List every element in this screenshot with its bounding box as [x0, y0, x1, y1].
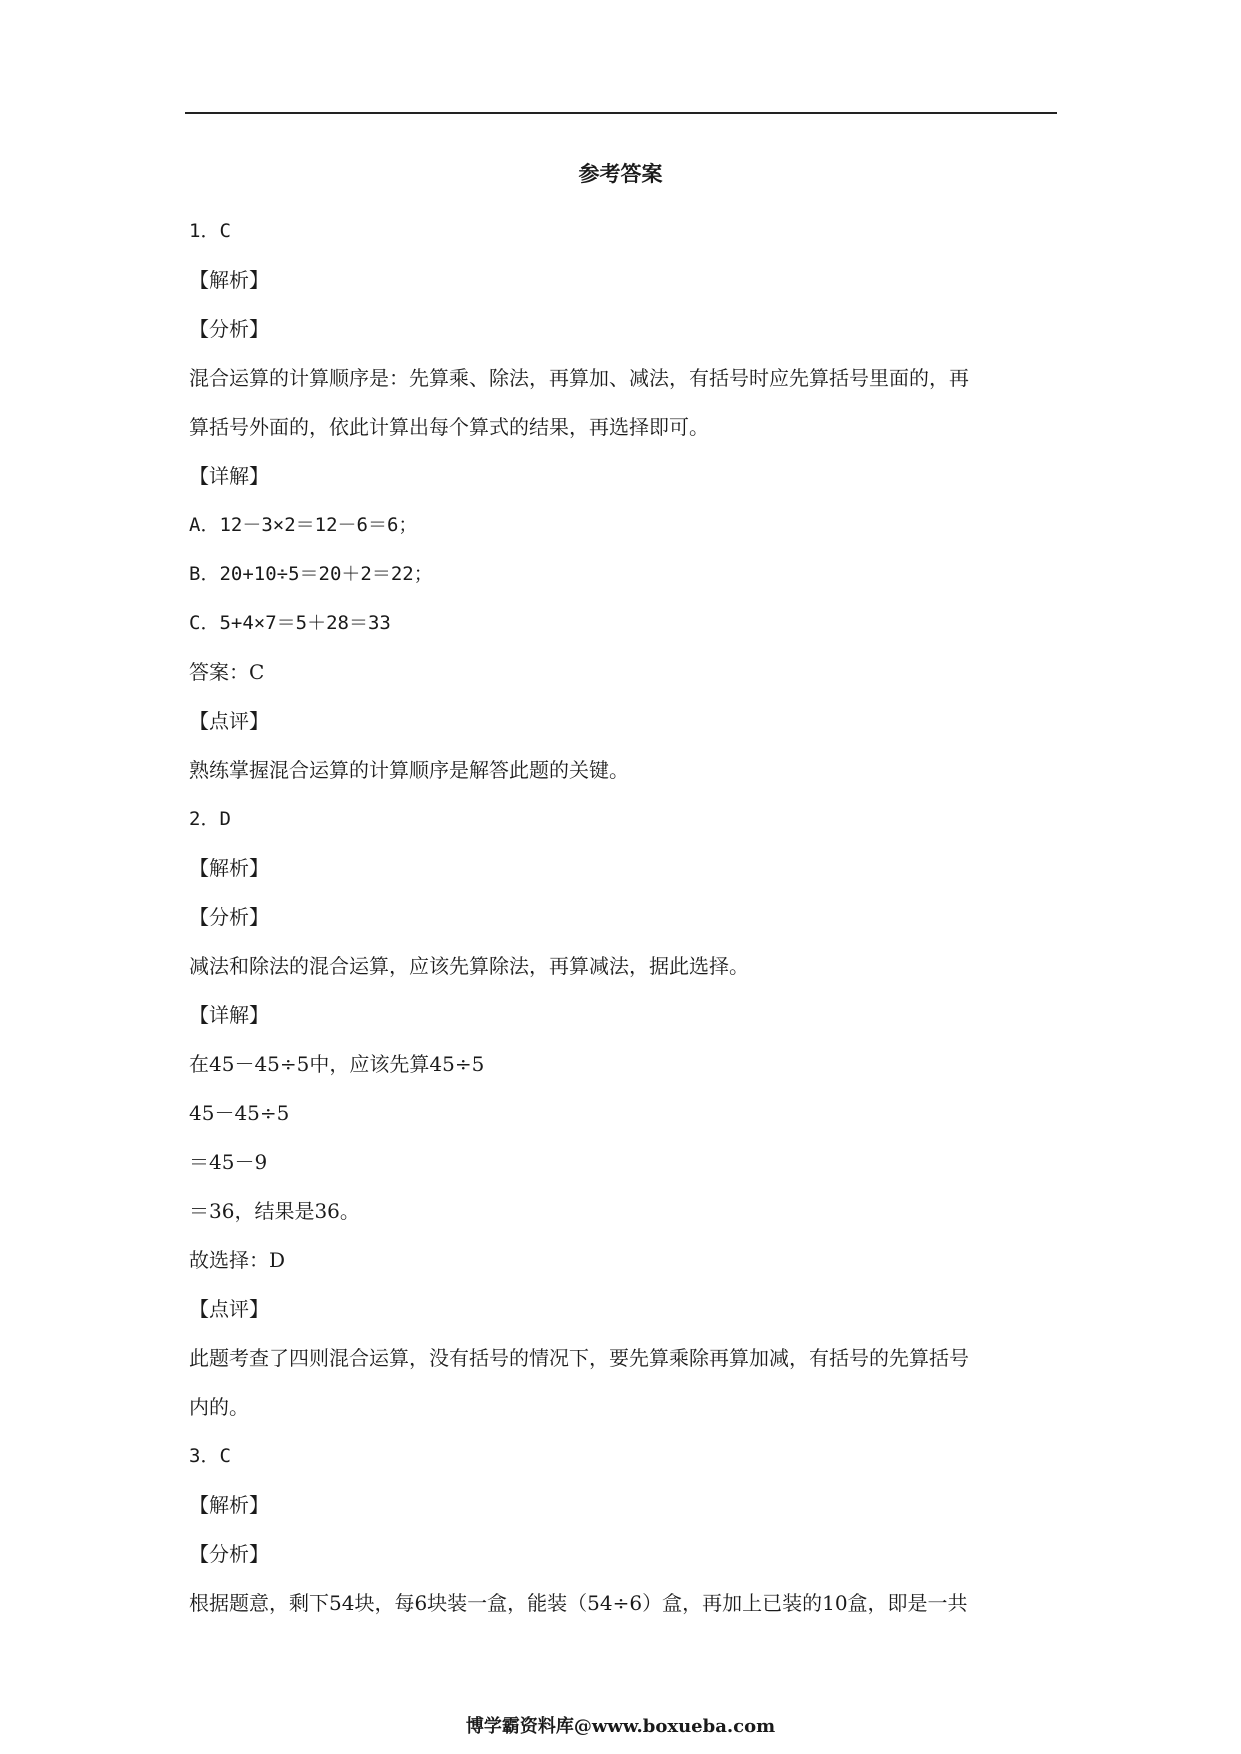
- section-tag: 【分析】: [189, 317, 269, 341]
- section-tag: 【详解】: [189, 464, 269, 488]
- section-tag: 【点评】: [189, 1297, 269, 1321]
- paragraph-line: 算括号外面的，依此计算出每个算式的结果，再选择即可。: [189, 415, 709, 439]
- paragraph-line: 减法和除法的混合运算，应该先算除法，再算减法，据此选择。: [189, 954, 749, 978]
- section-tag: 【详解】: [189, 1003, 269, 1027]
- question-number: 2．D: [189, 808, 231, 830]
- choice-line: A．12－3×2＝12－6＝6；: [189, 514, 418, 536]
- question-number: 1．C: [189, 220, 231, 242]
- section-tag: 【解析】: [189, 268, 269, 292]
- paragraph-line: 在45－45÷5中，应该先算45÷5: [189, 1052, 485, 1076]
- section-tag: 【点评】: [189, 709, 269, 733]
- footer-watermark: 博学霸资料库@www.boxueba.com: [465, 1716, 776, 1737]
- paragraph-line: 内的。: [189, 1395, 249, 1419]
- section-tag: 【分析】: [189, 1542, 269, 1566]
- paragraph-line: 45－45÷5: [189, 1101, 290, 1125]
- header-rule: [185, 112, 1057, 114]
- page-title: 参考答案: [578, 161, 663, 186]
- paragraph-line: 答案：C: [189, 660, 265, 684]
- section-tag: 【解析】: [189, 1493, 269, 1517]
- paragraph-line: 根据题意，剩下54块，每6块装一盒，能装（54÷6）盒，再加上已装的10盒，即是一共: [189, 1591, 968, 1615]
- choice-line: B．20+10÷5＝20＋2＝22；: [189, 563, 433, 585]
- paragraph-line: 混合运算的计算顺序是：先算乘、除法，再算加、减法，有括号时应先算括号里面的，再: [189, 366, 969, 390]
- section-tag: 【分析】: [189, 905, 269, 929]
- answer-content: [189, 207, 1059, 1628]
- paragraph-line: 故选择：D: [189, 1248, 286, 1272]
- paragraph-line: ＝36，结果是36。: [189, 1199, 360, 1223]
- paragraph-line: ＝45－9: [189, 1150, 268, 1174]
- choice-line: C．5+4×7＝5＋28＝33: [189, 612, 391, 634]
- section-tag: 【解析】: [189, 856, 269, 880]
- paragraph-line: 此题考查了四则混合运算，没有括号的情况下，要先算乘除再算加减，有括号的先算括号: [189, 1346, 969, 1370]
- paragraph-line: 熟练掌握混合运算的计算顺序是解答此题的关键。: [189, 758, 629, 782]
- question-number: 3．C: [189, 1445, 231, 1467]
